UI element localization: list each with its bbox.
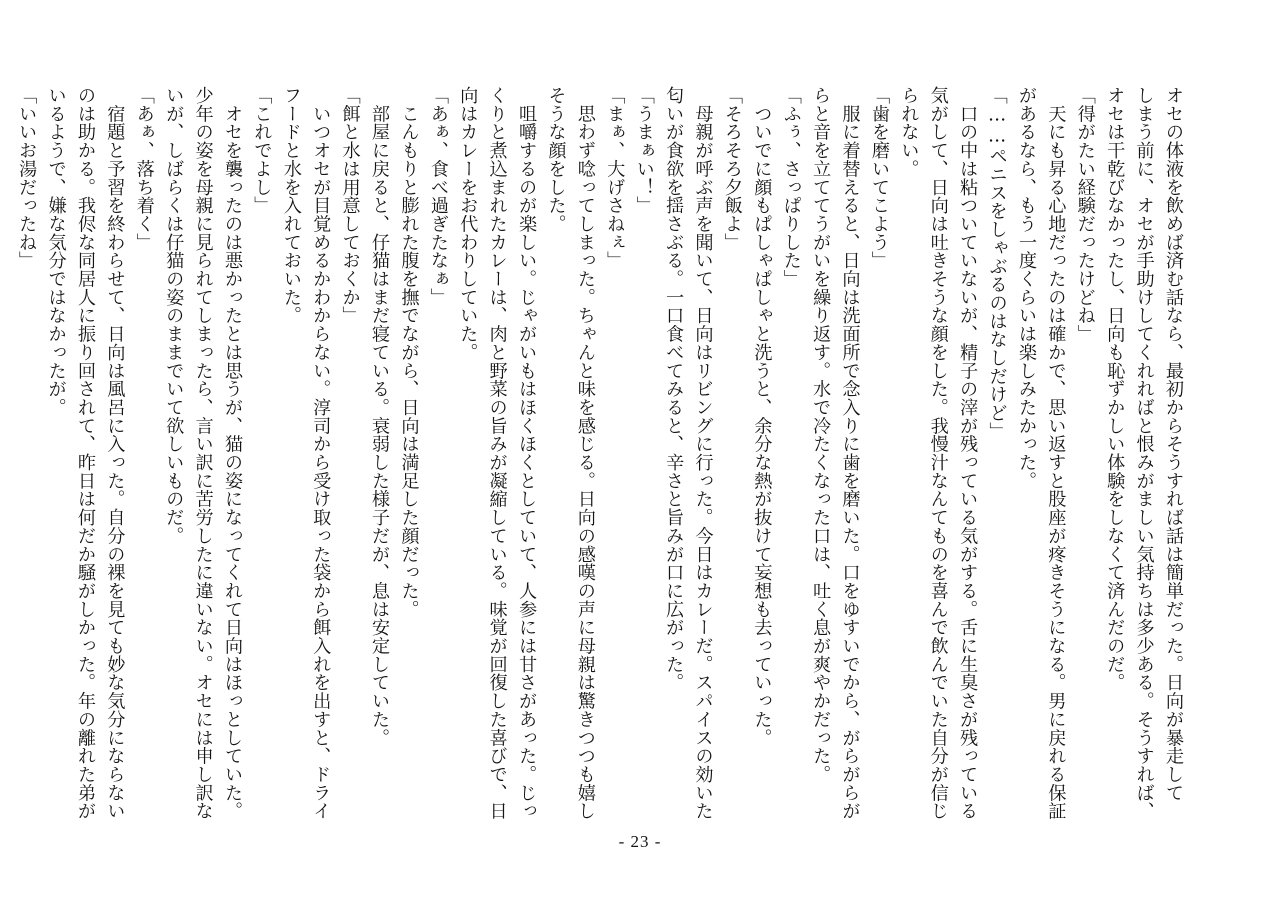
- text-line: 「得がたい経験だったけどね」: [1074, 86, 1096, 343]
- text-line: オセは干乾びなかったし、日向も恥ずかしい体験をしなくて済んだのだ。: [1104, 86, 1126, 692]
- text-line: のは助かる。我侭な同居人に振り回されて、昨日は何だか騒がしかった。年の離れた弟が: [74, 86, 96, 820]
- text-line: フードと水を入れておいた。: [280, 86, 302, 325]
- text-line: 「餌と水は用意しておくか」: [339, 86, 361, 325]
- text-line: 匂いが食欲を揺さぶる。一口食べてみると、辛さと旨みが口に広がった。: [663, 86, 685, 692]
- text-line: 「あぁ、食べ過ぎたなぁ」: [427, 86, 449, 307]
- text-line: があるなら、もう一度くらいは楽しみたかった。: [1015, 86, 1037, 490]
- text-line: くりと煮込まれたカレーは、肉と野菜の旨みが凝縮している。味覚が回復した喜びで、日: [486, 86, 508, 820]
- text-line: 「歯を磨いてこよう」: [868, 86, 890, 270]
- text-line: 「まぁ、大げさねぇ」: [604, 86, 626, 270]
- text-line: 「あぁ、落ち着く」: [133, 86, 155, 252]
- text-line: いつオセが目覚めるかわからない。淳司から受け取った袋から餌入れを出すと、ドライ: [310, 86, 332, 820]
- text-line: 宿題と予習を終わらせて、日向は風呂に入った。自分の裸を見ても妙な気分にならない: [104, 86, 126, 820]
- vertical-text-body: [16, 86, 1188, 821]
- text-line: こんもりと膨れた腹を撫でながら、日向は満足した顔だった。: [398, 86, 420, 619]
- text-line: ついでに顔もぱしゃぱしゃと洗うと、余分な熱が抜けて妄想も去っていった。: [751, 86, 773, 747]
- text-line: いが、しばらくは仔猫の姿のままでいて欲しいものだ。: [163, 86, 185, 545]
- text-line: しまう前に、オセが手助けしてくれればと恨みがましい気持ちは多少ある。そうすれば、: [1133, 86, 1155, 820]
- text-line: 「……ペニスをしゃぶるのはなしだけど」: [986, 86, 1008, 441]
- text-line: 「いいお湯だったね」: [16, 86, 38, 270]
- text-line: いるようで、嫌な気分ではなかったが。: [45, 86, 67, 417]
- text-line: オセを襲ったのは悪かったとは思うが、猫の姿になってくれて日向はほっとしていた。: [222, 86, 243, 820]
- text-line: 服に着替えると、日向は洗面所で念入りに歯を磨いた。口をゆすいでから、がらがらが: [839, 86, 861, 820]
- text-line: 向はカレーをお代わりしていた。: [457, 86, 479, 362]
- text-line: 少年の姿を母親に見られてしまったら、言い訳に苦労したに違いない。オセには申し訳な: [192, 86, 214, 820]
- text-line: 思わず唸ってしまった。ちゃんと味を感じる。日向の感嘆の声に母親は驚きつつも嬉し: [574, 86, 596, 820]
- text-line: られない。: [898, 86, 920, 178]
- text-line: 「そろそろ夕飯よ」: [721, 86, 743, 252]
- text-line: 気がして、日向は吐きそうな顔をした。我慢汁なんてものを喜んで飲んでいた自分が信じ: [927, 86, 949, 820]
- text-line: 「ふぅ、さっぱりした」: [780, 86, 802, 288]
- text-line: らと音を立ててうがいを繰り返す。水で冷たくなった口は、吐く息が爽やかだった。: [810, 86, 832, 784]
- text-line: 天にも昇る心地だったのは確かで、思い返すと股座が疼きそうになる。男に戻れる保証: [1045, 86, 1067, 820]
- text-line: 咀嚼するのが楽しい。じゃがいもはほくほくとしていて、人参には甘さがあった。じっ: [516, 86, 538, 820]
- text-line: そうな顔をした。: [545, 86, 567, 233]
- text-line: 「うまぁい！」: [633, 86, 655, 215]
- page-number: - 23 -: [618, 832, 662, 851]
- text-line: 母親が呼ぶ声を聞いて、日向はリビングに行った。今日はカレーだ。スパイスの効いた: [692, 86, 714, 820]
- text-line: 口の中は粘ついていないが、精子の滓が残っている気がする。舌に生臭さが残っている: [957, 86, 979, 820]
- text-line: 部屋に戻ると、仔猫はまだ寝ている。衰弱した様子だが、息は安定していた。: [369, 86, 391, 747]
- text-line: 「これでよし」: [251, 86, 273, 215]
- text-line: オセの体液を飲めば済む話なら、最初からそうすれば話は簡単だった。日向が暴走して: [1163, 86, 1184, 802]
